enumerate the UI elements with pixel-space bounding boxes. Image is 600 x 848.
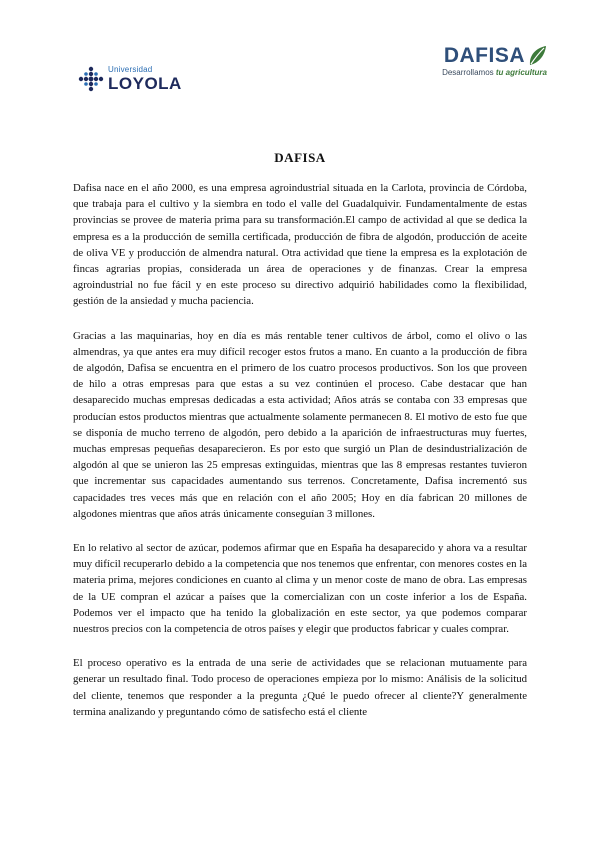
paragraph-2: Gracias a las maquinarias, hoy en día es más rentable tener cultivos de árbol, como el olivo o las almendras, ya que antes era muy difícil recoger estos frutos a mano. En cuanto a la producción de fibra de algodón, Dafisa se encuentra en el primero de los cuatro procesos productivos. Son los que proveen de hilo a otras empresas para que estas a su vez continúen el proceso. Cabe destacar que han desaparecido muchas empresas dedicadas a esta actividad; Años atrás se contaba con 33 empresas que producían estos productos mientras que actualmente solamente permanecen 8. El motivo de esto fue que se disponía de mucho terreno de algodón, pero debido a la aparición de infraestructuras muy fuertes, muchas empresas pequeñas desaparecieron. Es por esto que surgió un Plan de desindustrialización de algodón al que se unieron las 25 empresas extinguidas, mientras que las 8 empresas restantes tuvieron que incrementar sus capacidades aumentando sus terrenos. Concretamente, Dafisa incrementó sus capacidades tres veces más que en relación con el año 2005; Hoy en día fabrican 20 millones de algodones mientras que años atrás únicamente conseguían 3 millones. (73, 329, 527, 520)
document-title: DAFISA (274, 150, 326, 165)
loyola-logo (78, 66, 182, 92)
leaf-icon (527, 45, 547, 67)
page-header (0, 0, 600, 110)
loyola-title: LOYOLA (108, 74, 182, 93)
dafisa-wordmark: DAFISA (443, 44, 525, 67)
loyola-cross-icon (78, 66, 104, 92)
document-body (73, 180, 527, 738)
paragraph-1: Dafisa nace en el año 2000, es una empresa agroindustrial situada en la Carlota, provincia de Córdoba, que trabaja para el cultivo y la siembra en todo el valle del Guadalquivir. Fundamentalmente de estas provincias se provee de materia prima para su transformación.El campo de actividad al que se dedica la empresa es a la producción de semilla certificada, producción de fibra de algodón, producción de aceite de oliva VE y producción de almendra natural. Otra actividad que tiene la empresa es la explotación de fincas agrarias propias, considerada un área de operaciones y de finanzas. Crear la empresa agroindustrial no fue fácil y en este proceso su directivo adquirió habilidades como la flexibilidad, gestión de la ansiedad y mucha paciencia. (73, 182, 527, 308)
paragraph-3: En lo relativo al sector de azúcar, podemos afirmar que en España ha desaparecido y ahora va a resultar muy difícil recuperarlo debido a la competencia que nos tenemos que enfrentar, con menores costes en la materia prima, mejores condiciones en cuanto al clima y un menor coste de mano de obra. Las empresas de la UE compran el azúcar a países que la comercializan con un coste inferior a los de España. Podemos ver el impacto que ha tenido la globalización en este sector, ya que podemos comparar nuestros precios con la competencia de otros países y elegir que productos fabricar y cuales comprar. (73, 542, 527, 636)
paragraph-4: El proceso operativo es la entrada de una serie de actividades que se relacionan mutuamente para generar un resultado final. Todo proceso de operaciones empieza por lo mismo: Análisis de la solicitud del cliente, tenemos que responder a la pregunta ¿Qué le puedo ofrecer al cliente?Y generalmente termina analizando y preguntando cómo de satisfecho está el cliente (73, 657, 527, 718)
dafisa-tagline: Desarrollamos tu agricultura (442, 68, 547, 77)
loyola-subtitle: Universidad (108, 65, 153, 74)
dafisa-logo (442, 44, 547, 77)
